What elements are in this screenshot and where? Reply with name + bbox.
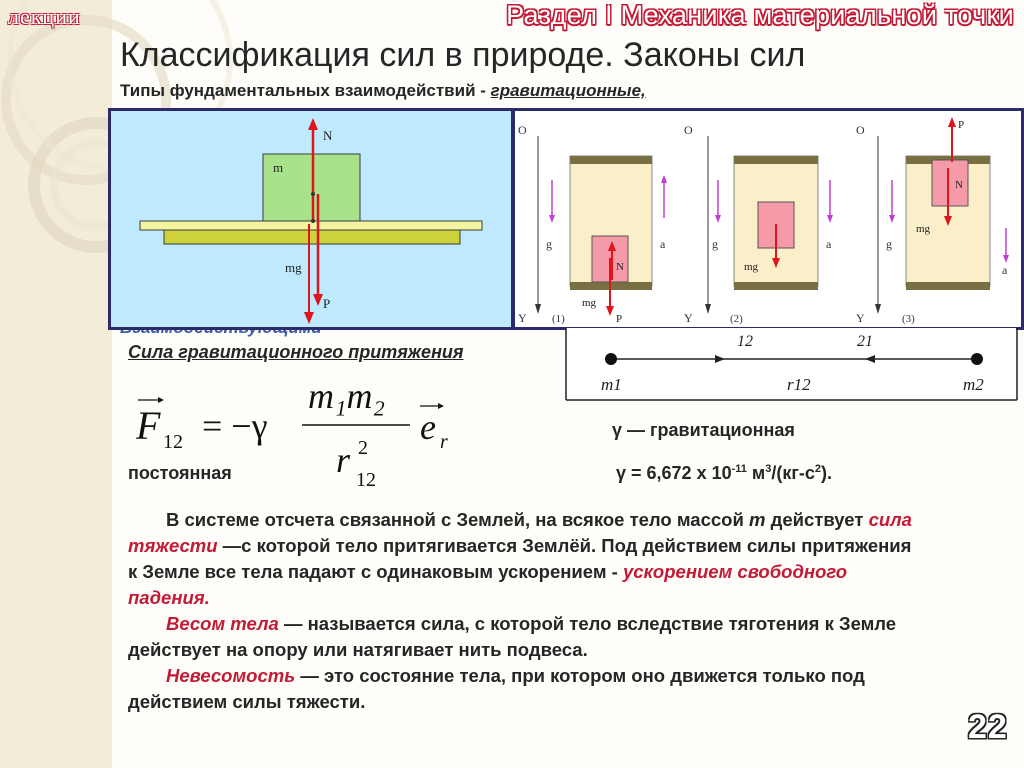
formula-den-sub: 12 [356, 469, 376, 491]
gamma-value-exp2: 3 [765, 463, 772, 475]
panel-caption: (1) [552, 313, 565, 325]
axis-label: Y [518, 311, 527, 325]
r12-label: r12 [787, 375, 811, 394]
normal-force-label: N [955, 179, 963, 191]
g-label: g [712, 237, 718, 251]
subtitle-prefix: Типы фундаментальных взаимодействий - [120, 81, 491, 100]
a-label: a [1002, 263, 1008, 277]
page-title: Классификация сил в природе. Законы сил [120, 36, 806, 74]
formula-equals: = −γ [202, 406, 268, 446]
gamma-value-suffix: ). [821, 463, 832, 483]
gravity-force-label: mg [582, 297, 597, 309]
gamma-value [616, 463, 832, 484]
term-free-fall: ускорением свободного падения. [128, 561, 848, 608]
support-force-figure [108, 108, 514, 330]
term-weightlessness: Невесомость [166, 665, 296, 686]
text: действует [765, 509, 869, 530]
gamma-value-unit2: /(кг-с [771, 463, 815, 483]
g-label: g [886, 237, 892, 251]
paragraph-gravity [128, 507, 918, 611]
weight-label: P [616, 313, 623, 325]
gravitation-heading: Сила гравитационного притяжения [128, 342, 464, 362]
elevator-cabins-figure [512, 108, 1024, 330]
subtitle-emphasis: гравитационные, [490, 81, 646, 100]
text: — называется сила, с которой тело вследствие тяготения к Земле действует на опору или натягивает нить подвеса. [128, 613, 897, 660]
body-text [128, 507, 918, 715]
normal-force-label: N [323, 128, 333, 143]
paragraph-weightlessness [128, 663, 918, 715]
formula-numerator: m₁m₂ [308, 376, 386, 416]
normal-force-label: N [616, 261, 624, 273]
lectures-label: лекции [8, 4, 81, 29]
a-label: a [826, 237, 832, 251]
formula-denominator: r [336, 440, 351, 480]
gamma-constant-label-cont: постоянная [128, 463, 232, 483]
formula-den-sup: 2 [358, 437, 368, 459]
text: —с которой тело притягивается Землёй. Под действием силы притяжения к Земле все тела падают с одинаковым ускорением - [128, 535, 912, 582]
gamma-value-unit: м [746, 463, 766, 483]
gamma-value-exp: -11 [731, 463, 747, 475]
subtitle [120, 81, 646, 101]
f21-label: 21 [857, 333, 873, 350]
page-number: 22 [968, 708, 1008, 746]
formula-lhs-sub: 12 [163, 431, 183, 453]
m2-label: m2 [963, 375, 984, 394]
f12-label: 12 [737, 333, 753, 350]
gravity-force-label: mg [744, 261, 759, 273]
text: В системе отсчета связанной с Землей, на всякое тело массой [166, 509, 749, 530]
formula-unit-sub: r [440, 431, 448, 453]
gravity-force-label: mg [916, 223, 931, 235]
gamma-value-prefix: γ = 6,672 х 10 [616, 463, 732, 483]
gamma-constant-label: γ — гравитационная [612, 420, 795, 440]
term-gravity-force: сила тяжести [128, 509, 912, 556]
text: — это состояние тела, при котором оно движется только под действием силы тяжести. [128, 665, 865, 712]
g-label: g [546, 237, 552, 251]
origin-label: O [684, 123, 693, 137]
panel-caption: (3) [902, 313, 915, 325]
formula-unit-vector: e [420, 407, 436, 447]
weight-label: P [323, 296, 331, 311]
term-weight: Весом тела [166, 613, 279, 634]
gravity-force-label: mg [285, 260, 302, 275]
origin-label: O [518, 123, 527, 137]
a-label: a [660, 237, 666, 251]
origin-label: O [856, 123, 865, 137]
mass-symbol: m [749, 509, 766, 530]
mass-label: m [273, 160, 284, 175]
section-title: Раздел I Механика материальной точки [506, 0, 1014, 30]
gamma-value-exp3: 2 [814, 463, 821, 475]
paragraph-weight [128, 611, 918, 663]
formula-lhs: F [136, 403, 161, 448]
axis-label: Y [856, 311, 865, 325]
m1-label: m1 [601, 375, 622, 394]
axis-label: Y [684, 311, 693, 325]
panel-caption: (2) [730, 313, 743, 325]
two-masses-figure [565, 328, 1019, 402]
weight-label: P [958, 119, 965, 131]
